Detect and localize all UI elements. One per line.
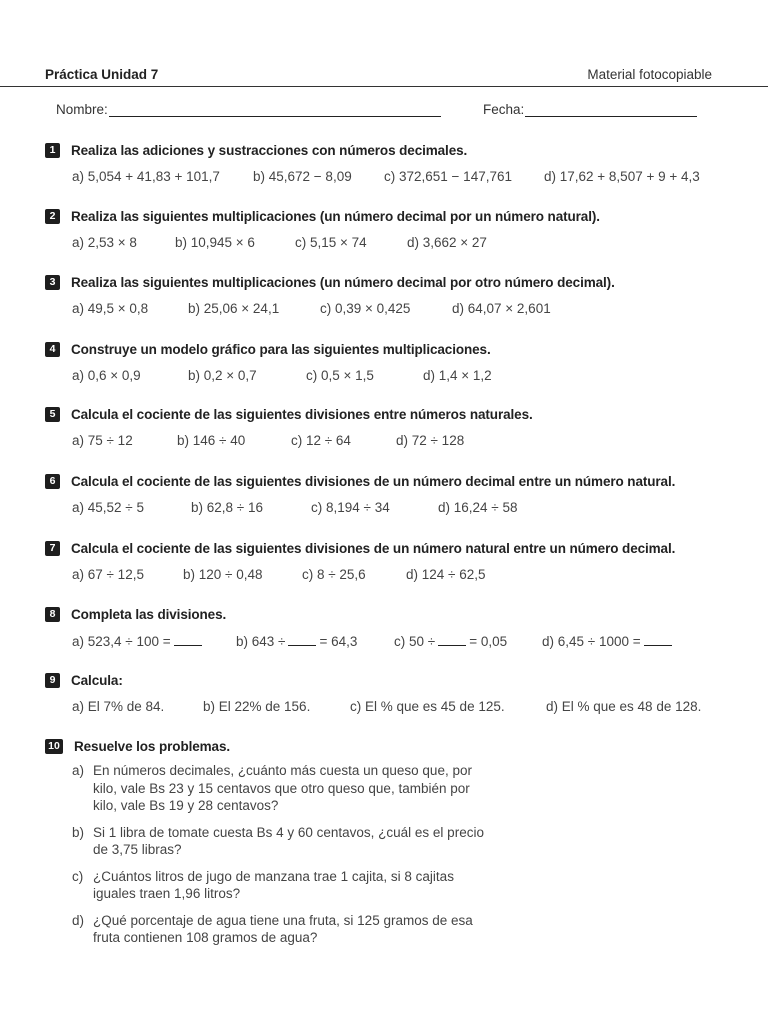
problem-item (72, 824, 735, 859)
exercise-item: c) 0,39 × 0,425 (320, 301, 411, 316)
exercise-item: c) El % que es 45 de 125. (350, 699, 505, 714)
problem-line: Si 1 libra de tomate cuesta Bs 4 y 60 centavos, ¿cuál es el precio (93, 824, 484, 840)
exercise-header (45, 539, 735, 557)
exercise-items (72, 567, 735, 585)
exercise-instruction: Calcula el cociente de las siguientes divisiones entre números naturales. (71, 406, 533, 422)
exercise-instruction: Completa las divisiones. (71, 606, 227, 622)
exercise-item: b) 146 ÷ 40 (177, 433, 246, 448)
problem-text (93, 868, 493, 903)
exercise-item: d) 124 ÷ 62,5 (406, 567, 486, 582)
answer-blank[interactable] (174, 633, 202, 646)
exercise-number-badge: 3 (45, 275, 60, 290)
exercise-9 (45, 671, 735, 717)
exercise-number-badge: 10 (45, 739, 63, 754)
page-header (0, 66, 768, 87)
exercise-item: a) 67 ÷ 12,5 (72, 567, 144, 582)
exercise-item: a) El 7% de 84. (72, 699, 165, 714)
name-line[interactable] (109, 100, 441, 117)
exercise-instruction: Resuelve los problemas. (74, 738, 231, 754)
exercise-item: c) 372,651 − 147,761 (384, 169, 512, 184)
fill-in-item (394, 633, 507, 649)
problem-text (93, 824, 493, 859)
problem-label: c) (72, 868, 84, 884)
exercise-items (72, 633, 735, 651)
exercise-item: d) 17,62 + 8,507 + 9 + 4,3 (544, 169, 700, 184)
exercise-items (72, 433, 735, 451)
exercise-items (72, 500, 735, 518)
exercise-number-badge: 7 (45, 541, 60, 556)
exercise-item: b) El 22% de 156. (203, 699, 311, 714)
exercise-header (45, 605, 735, 623)
exercise-item: b) 25,06 × 24,1 (188, 301, 280, 316)
exercise-5 (45, 405, 735, 451)
date-line[interactable] (525, 100, 697, 117)
problem-text (93, 762, 493, 815)
problem-list (72, 762, 735, 947)
exercise-1 (45, 141, 735, 187)
exercise-instruction: Calcula el cociente de las siguientes divisiones de un número decimal entre un número natural. (71, 473, 676, 489)
problem-line: ¿Qué porcentaje de agua tiene una fruta, si 125 gramos de esa (93, 912, 473, 928)
exercise-number-badge: 1 (45, 143, 60, 158)
problem-item (72, 762, 735, 815)
exercise-header (45, 141, 735, 159)
name-label: Nombre: (56, 102, 108, 117)
exercise-header (45, 737, 735, 755)
exercise-item: b) 120 ÷ 0,48 (183, 567, 263, 582)
answer-blank[interactable] (288, 633, 316, 646)
exercise-instruction: Realiza las siguientes multiplicaciones (un número decimal por otro número decimal). (71, 274, 615, 290)
item-expression: c) 50 ÷ (394, 634, 436, 649)
exercise-items (72, 169, 735, 187)
problem-line: ¿Cuántos litros de jugo de manzana trae 1 cajita, si 8 cajitas (93, 868, 454, 884)
exercise-number-badge: 6 (45, 474, 60, 489)
exercise-item: d) 64,07 × 2,601 (452, 301, 551, 316)
exercise-number-badge: 9 (45, 673, 60, 688)
date-field[interactable] (483, 100, 697, 117)
problem-line: iguales traen 1,96 litros? (93, 886, 241, 901)
exercise-item: b) 0,2 × 0,7 (188, 368, 257, 383)
exercise-number-badge: 4 (45, 342, 60, 357)
problem-label: a) (72, 763, 85, 778)
exercise-items (72, 301, 735, 319)
exercise-item: d) 3,662 × 27 (407, 235, 487, 250)
exercise-item: c) 12 ÷ 64 (291, 433, 351, 448)
item-expression: a) 523,4 ÷ 100 = (72, 634, 171, 649)
exercise-item: c) 5,15 × 74 (295, 235, 367, 250)
item-result: = 0,05 (469, 634, 508, 649)
exercise-item: a) 49,5 × 0,8 (72, 301, 149, 316)
exercise-item: d) 1,4 × 1,2 (423, 368, 492, 383)
exercise-6 (45, 472, 735, 518)
fill-in-item (236, 633, 357, 649)
answer-blank[interactable] (644, 633, 672, 646)
exercise-item: a) 2,53 × 8 (72, 235, 137, 250)
problem-line: kilo, vale Bs 23 y 15 centavos que otro queso que, también por (93, 780, 470, 796)
problem-label: b) (72, 824, 85, 840)
exercise-header (45, 340, 735, 358)
exercise-item: d) 16,24 ÷ 58 (438, 500, 518, 515)
date-label: Fecha: (483, 102, 525, 117)
student-fields (56, 100, 716, 122)
item-result: = 64,3 (319, 634, 358, 649)
fill-in-item (542, 633, 675, 649)
problem-item (72, 868, 735, 903)
exercise-item: d) 72 ÷ 128 (396, 433, 465, 448)
exercise-header (45, 273, 735, 291)
exercise-item: b) 10,945 × 6 (175, 235, 255, 250)
header-note: Material fotocopiable (587, 67, 712, 82)
exercise-item: c) 0,5 × 1,5 (306, 368, 374, 383)
exercise-2 (45, 207, 735, 253)
exercise-10 (45, 737, 735, 956)
exercise-item: b) 62,8 ÷ 16 (191, 500, 263, 515)
exercise-header (45, 472, 735, 490)
exercise-instruction: Realiza las siguientes multiplicaciones (un número decimal por un número natural). (71, 208, 600, 224)
exercise-item: a) 0,6 × 0,9 (72, 368, 141, 383)
answer-blank[interactable] (438, 633, 466, 646)
exercise-7 (45, 539, 735, 585)
exercise-instruction: Realiza las adiciones y sustracciones con números decimales. (71, 142, 468, 158)
exercise-items (72, 235, 735, 253)
exercise-header (45, 405, 735, 423)
exercise-item: c) 8,194 ÷ 34 (311, 500, 390, 515)
exercise-number-badge: 5 (45, 407, 60, 422)
exercise-item: a) 5,054 + 41,83 + 101,7 (72, 169, 220, 184)
page-title: Práctica Unidad 7 (45, 67, 159, 82)
exercise-number-badge: 2 (45, 209, 60, 224)
fill-in-item (72, 633, 205, 649)
problem-text (93, 912, 493, 947)
exercise-number-badge: 8 (45, 607, 60, 622)
problem-label: d) (72, 912, 85, 928)
exercise-item: a) 75 ÷ 12 (72, 433, 133, 448)
exercise-items (72, 368, 735, 386)
exercise-3 (45, 273, 735, 319)
exercise-items (72, 699, 735, 717)
exercise-4 (45, 340, 735, 386)
name-field[interactable] (56, 100, 441, 117)
exercise-header (45, 671, 735, 689)
exercise-item: c) 8 ÷ 25,6 (302, 567, 366, 582)
problem-line: de 3,75 libras? (93, 842, 182, 857)
exercise-item: b) 45,672 − 8,09 (253, 169, 352, 184)
item-expression: b) 643 ÷ (236, 634, 286, 649)
exercise-header (45, 207, 735, 225)
exercise-instruction: Calcula: (71, 672, 123, 688)
item-expression: d) 6,45 ÷ 1000 = (542, 634, 641, 649)
exercise-instruction: Construye un modelo gráfico para las siguientes multiplicaciones. (71, 341, 491, 357)
exercise-instruction: Calcula el cociente de las siguientes divisiones de un número natural entre un número decimal. (71, 540, 676, 556)
problem-item (72, 912, 735, 947)
problem-line: kilo, vale Bs 19 y 28 centavos? (93, 798, 279, 813)
exercise-item: d) El % que es 48 de 128. (546, 699, 702, 714)
exercise-item: a) 45,52 ÷ 5 (72, 500, 144, 515)
problem-line: En números decimales, ¿cuánto más cuesta un queso que, por (93, 763, 472, 778)
exercise-8 (45, 605, 735, 651)
problem-line: fruta contienen 108 gramos de agua? (93, 930, 318, 945)
